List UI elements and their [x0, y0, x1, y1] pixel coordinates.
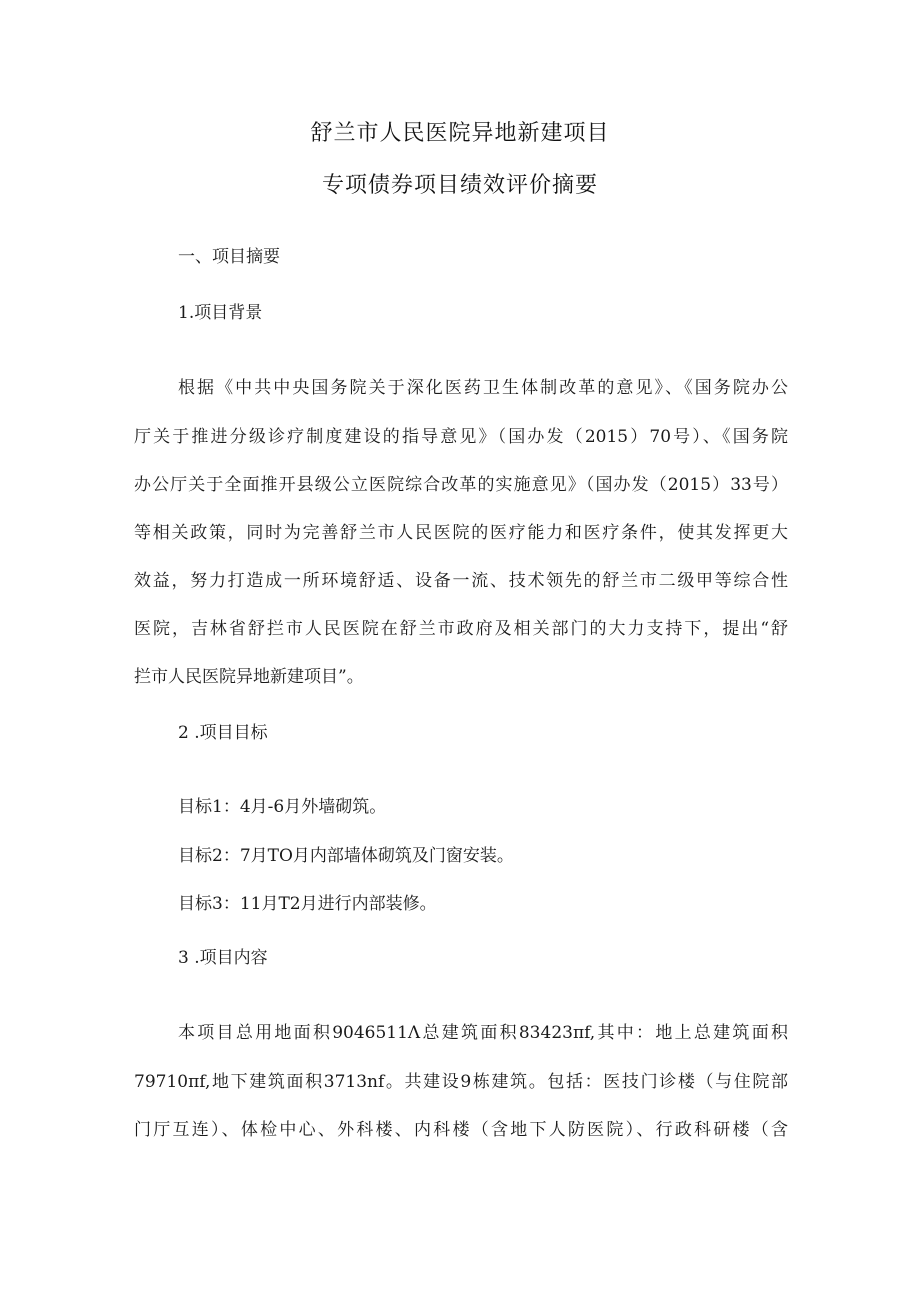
- paragraph-line: 厅关于推进分级诊疗制度建设的指导意见》（国办发（2015）70号）、《国务院: [134, 427, 788, 447]
- document-title-line1: 舒兰市人民医院异地新建项目: [310, 121, 610, 146]
- section-heading-summary: 一、项目摘要: [178, 247, 280, 267]
- goal-item: 目标3：11月T2月进行内部装修。: [178, 894, 437, 914]
- subheading-background: 1.项目背景: [178, 303, 263, 323]
- goal-item: 目标1：4月-6月外墙砌筑。: [178, 797, 387, 817]
- subheading-content: 3 .项目内容: [178, 948, 268, 968]
- document-title-line2: 专项债券项目绩效评价摘要: [321, 173, 598, 198]
- paragraph-line: 效益，努力打造成一所环境舒适、设备一流、技术领先的舒兰市二级甲等综合性: [134, 571, 788, 591]
- goal-item: 目标2：7月TO月内部墙体砌筑及门窗安装。: [178, 846, 514, 866]
- paragraph-line: 医院，吉林省舒拦市人民医院在舒兰市政府及相关部门的大力支持下，提出“舒: [134, 619, 788, 639]
- paragraph-line: 79710πf,地下建筑面积3713nf。共建设9栋建筑。包括：医技门诊楼（与住院部: [134, 1072, 788, 1092]
- paragraph-line: 拦市人民医院异地新建项目”。: [134, 667, 364, 687]
- paragraph-line: 等相关政策，同时为完善舒兰市人民医院的医疗能力和医疗条件，使其发挥更大: [134, 523, 788, 543]
- paragraph-line: 门厅互连）、体检中心、外科楼、内科楼（含地下人防医院）、行政科研楼（含: [134, 1120, 788, 1140]
- subheading-goals: 2 .项目目标: [178, 723, 268, 743]
- paragraph-line: 根据《中共中央国务院关于深化医药卫生体制改革的意见》、《国务院办公: [178, 378, 788, 398]
- paragraph-line: 本项目总用地面积9046511Λ总建筑面积83423πf,其中：地上总建筑面积: [178, 1023, 788, 1043]
- paragraph-line: 办公厅关于全面推开县级公立医院综合改革的实施意见》（国办发（2015）33号）: [134, 475, 788, 495]
